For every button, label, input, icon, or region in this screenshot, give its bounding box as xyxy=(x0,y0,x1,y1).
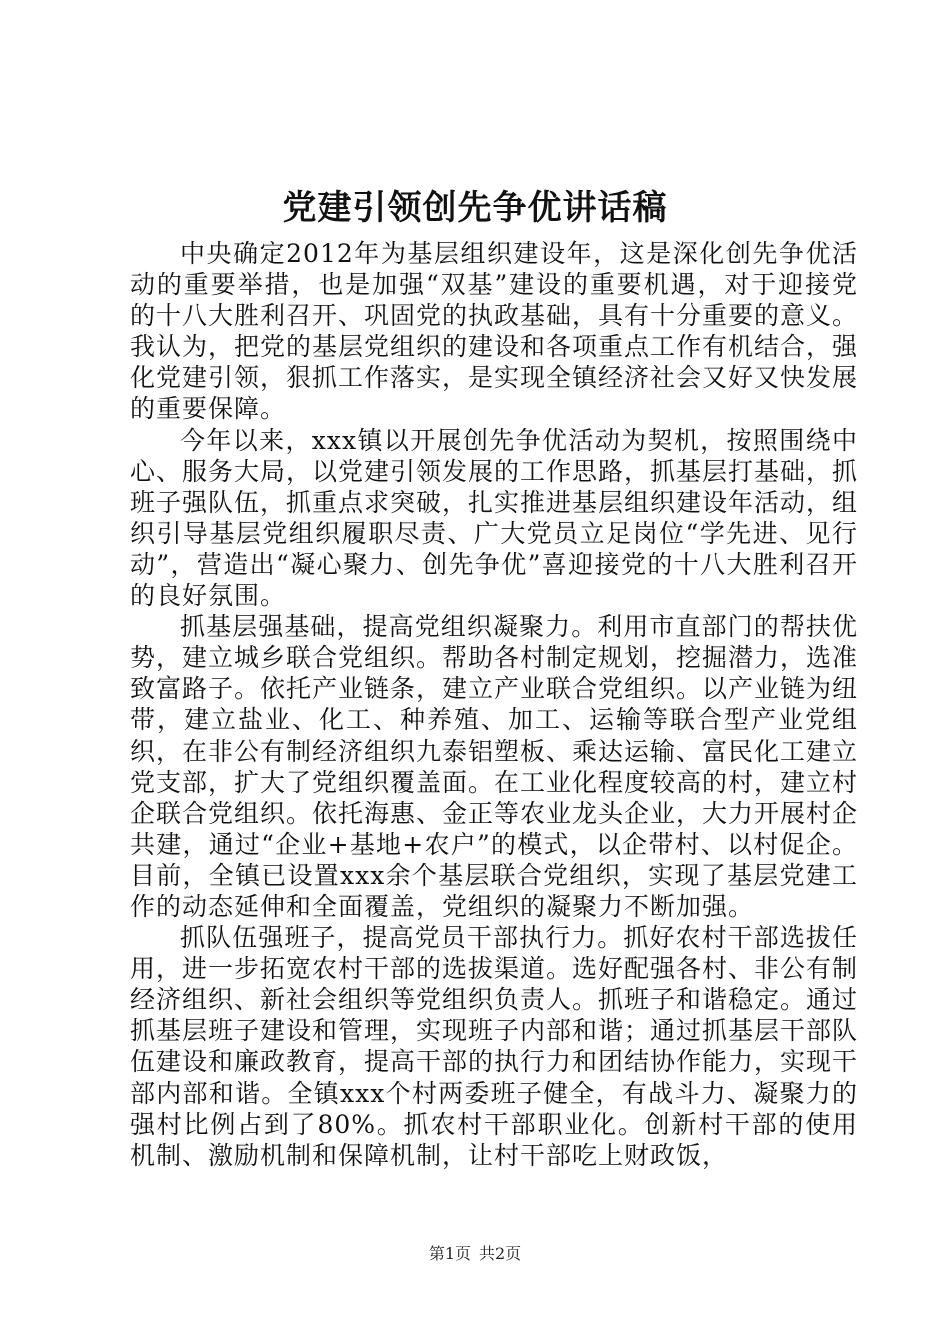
page-total: 共2页 xyxy=(479,1244,522,1263)
page-footer xyxy=(0,1242,950,1266)
paragraph-grassroots: 抓基层强基础，提高党组织凝聚力。利用市直部门的帮扶优势，建立城乡联合党组织。帮助各村制定规划，挖掘潜力，选准致富路子。依托产业链条，建立产业联合党组织。以产业链为纽带，建立盐业、化工、种养殖、加工、运输等联合型产业党组织，在非公有制经济组织九泰铝塑板、乘达运输、富民化工建立党支部，扩大了党组织覆盖面。在工业化程度较高的村，建立村企联合党组织。依托海惠、金正等农业龙头企业，大力开展村企共建，通过“企业+基地+农户”的模式，以企带村、以村促企。目前，全镇已设置xxx余个基层联合党组织，实现了基层党建工作的动态延伸和全面覆盖，党组织的凝聚力不断加强。 xyxy=(130,612,859,921)
paragraph-overview: 今年以来，xxx镇以开展创先争优活动为契机，按照围绕中心、服务大局，以党建引领发展的工作思路，抓基层打基础，抓班子强队伍，抓重点求突破，扎实推进基层组织建设年活动，组织引导基层党组织履职尽责、广大党员立足岗位“学先进、见行动”，营造出“凝心聚力、创先争优”喜迎接党的十八大胜利召开的良好氛围。 xyxy=(130,425,859,611)
page-number: 第1页 xyxy=(428,1244,471,1263)
paragraph-team: 抓队伍强班子，提高党员干部执行力。抓好农村干部选拔任用，进一步拓宽农村干部的选拔渠道。选好配强各村、非公有制经济组织、新社会组织等党组织负责人。抓班子和谐稳定。通过抓基层班子建设和管理，实现班子内部和谐；通过抓基层干部队伍建设和廉政教育，提高干部的执行力和团结协作能力，实现干部内部和谐。全镇xxx个村两委班子健全，有战斗力、凝聚力的强村比例占到了80%。抓农村干部职业化。创新村干部的使用机制、激励机制和保障机制，让村干部吃上财政饭， xyxy=(130,923,859,1170)
paragraph-intro: 中央确定2012年为基层组织建设年，这是深化创先争优活动的重要举措，也是加强“双基”建设的重要机遇，对于迎接党的十八大胜利召开、巩固党的执政基础，具有十分重要的意义。我认为，把党的基层党组织的建设和各项重点工作有机结合，强化党建引领，狠抓工作落实，是实现全镇经济社会又好又快发展的重要保障。 xyxy=(130,239,859,424)
document-body xyxy=(130,238,858,1171)
document-title: 党建引领创先争优讲话稿 xyxy=(282,188,668,228)
